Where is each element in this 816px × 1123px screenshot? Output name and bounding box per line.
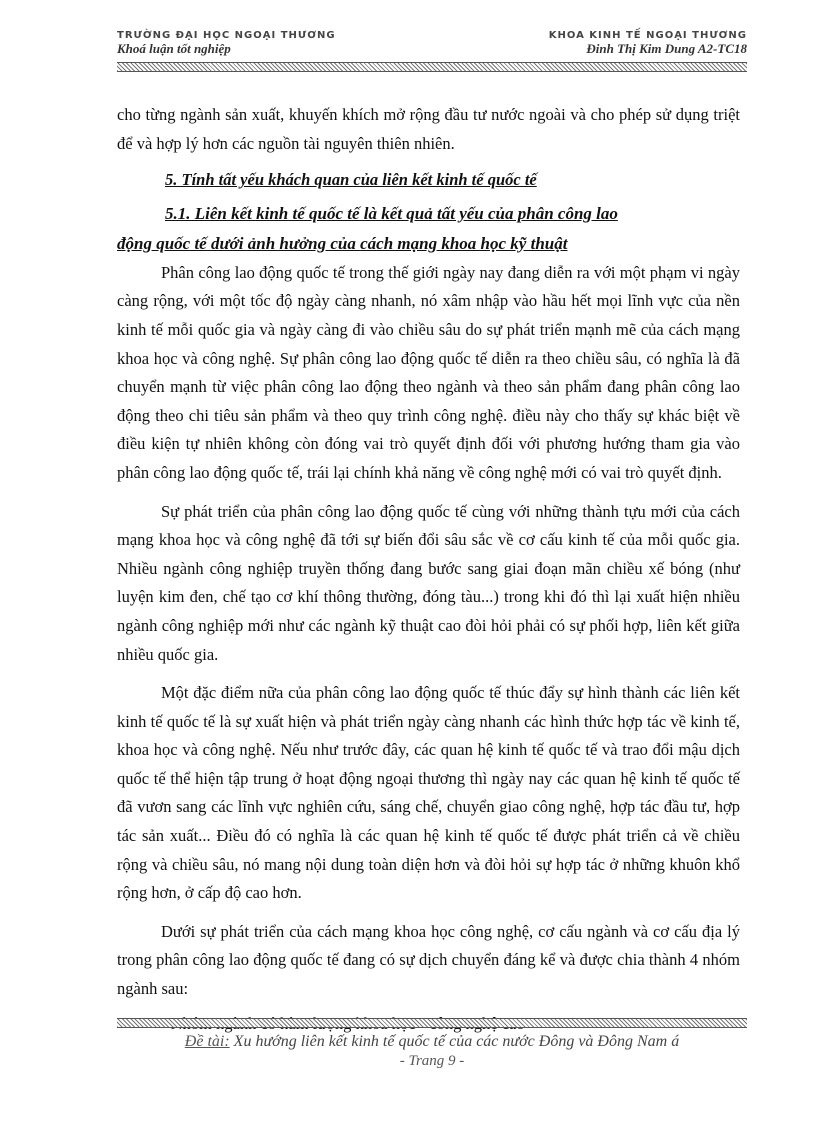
page-body xyxy=(117,101,740,1038)
footer-divider xyxy=(117,1018,747,1028)
topic-title: Xu hướng liên kết kinh tế quốc tế của các nước Đông và Đông Nam á xyxy=(233,1033,680,1050)
subsection-heading xyxy=(117,199,740,259)
topic-label: Đề tài: xyxy=(184,1033,230,1050)
document-type: Khoá luận tốt nghiệp xyxy=(117,41,231,56)
school-name: TRƯỜNG ĐẠI HỌC NGOẠI THƯƠNG xyxy=(117,30,336,41)
paragraph-continuation: cho từng ngành sản xuất, khuyến khích mở rộng đầu tư nước ngoài và cho phép sử dụng triệt để và hợp lý hơn các nguồn tài nguyên thiên nhiên. xyxy=(117,105,740,153)
page-footer xyxy=(117,1033,747,1070)
page-number: - Trang 9 - xyxy=(399,1053,465,1069)
section-heading: 5. Tính tất yếu khách quan của liên kết kinh tế quốc tế xyxy=(165,170,537,190)
paragraph-1: Phân công lao động quốc tế trong thế giới ngày nay đang diễn ra với một phạm vi ngày càng rộng, với một tốc độ ngày càng nhanh, nó xâm nhập vào hầu hết mọi lĩnh vực của nền kinh tế mỗi quốc gia và ngày càng đi vào chiều sâu do sự phát triển mạnh mẽ của cách mạng khoa học và công nghệ. Sự phân công lao động quốc tế diễn ra theo chiều sâu, có nghĩa là đã chuyển mạnh từ việc phân công lao động theo ngành và theo sản phẩm đang phân công lao động theo chi tiêu sản phẩm và theo quy trình công nghệ. điều này cho thấy sự khác biệt về điều kiện tự nhiên không còn đóng vai trò quyết định đối với phương hướng tham gia vào phân công lao động quốc tế, trái lại chính khả năng về công nghệ mới có vai trò quyết định. xyxy=(117,262,740,482)
subsection-heading-line1: 5.1. Liên kết kinh tế quốc tế là kết quả tất yếu của phân công lao xyxy=(165,203,618,223)
subsection-heading-line2: động quốc tế dưới ảnh hưởng của cách mạng khoa học kỹ thuật xyxy=(117,233,568,253)
paragraph-3: Một đặc điểm nữa của phân công lao động quốc tế thúc đẩy sự hình thành các liên kết kinh tế quốc tế là sự xuất hiện và phát triển ngày càng nhanh các hình thức hợp tác về kinh tế, khoa học và công nghệ. Nếu như trước đây, các quan hệ kinh tế quốc tế và trao đổi mậu dịch quốc tế thể hiện tập trung ở hoạt động ngoại thương thì ngày nay các quan hệ kinh tế quốc tế đã vươn sang các lĩnh vực nghiên cứu, sáng chế, chuyển giao công nghệ, hợp tác đầu tư, hợp tác sản xuất... Điều đó có nghĩa là các quan hệ kinh tế quốc tế được phát triển cả về chiều rộng và chiều sâu, nó mang nội dung toàn diện hơn và đòi hỏi sự hợp tác ở những khuôn khổ rộng hơn, ở cấp độ cao hơn. xyxy=(117,683,740,903)
faculty-name: KHOA KINH TẾ NGOẠI THƯƠNG xyxy=(548,30,747,41)
paragraph-4: Dưới sự phát triển của cách mạng khoa học công nghệ, cơ cấu ngành và cơ cấu địa lý trong phân công lao động quốc tế đang có sự dịch chuyển đáng kể và được chia thành 4 nhóm ngành sau: xyxy=(117,921,740,999)
author-name: Đinh Thị Kim Dung A2-TC18 xyxy=(586,41,747,56)
header-divider xyxy=(117,62,747,72)
paragraph-2: Sự phát triển của phân công lao động quốc tế cùng với những thành tựu mới của cách mạng khoa học và công nghệ đã tới sự biến đổi sâu sắc về cơ cấu kinh tế của mỗi quốc gia. Nhiều ngành công nghiệp truyền thống đang bước sang giai đoạn mãn chiều xế bóng (như luyện kim đen, chế tạo cơ khí thông thường, đóng tàu...) trong khi đó thì lại xuất hiện nhiều ngành công nghiệp mới như các ngành kỹ thuật cao đòi hỏi phải có sự phối hợp, liên kết giữa nhiều quốc gia. xyxy=(117,501,740,664)
page-header xyxy=(117,30,747,62)
